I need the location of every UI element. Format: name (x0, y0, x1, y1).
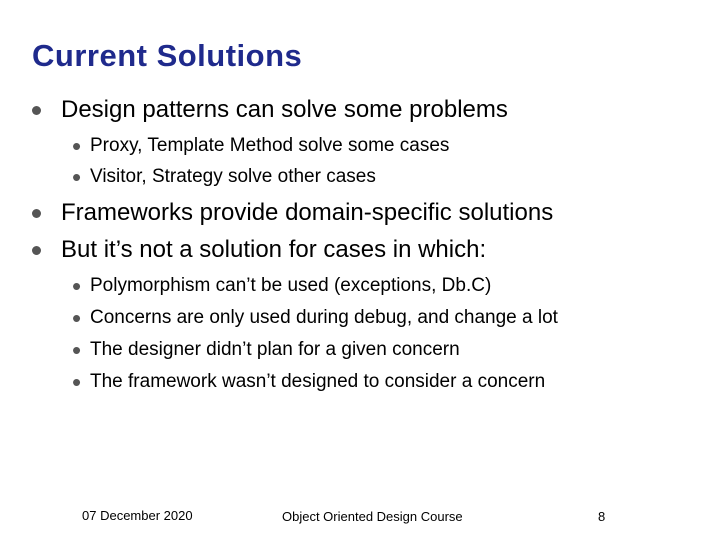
sub-bullet-dot-icon: • (72, 271, 82, 301)
bullet-text: But it’s not a solution for cases in which: (61, 236, 487, 263)
sub-bullet-text: Proxy, Template Method solve some cases (90, 135, 450, 156)
bullet-item (32, 90, 508, 130)
footer-page-number: 8 (598, 509, 606, 524)
bullet-dot-icon (32, 246, 41, 255)
sub-bullet-dot-icon: • (72, 303, 82, 333)
bullet-item (32, 193, 553, 233)
sub-bullet-text: The framework wasn’t designed to consider a concern (90, 371, 546, 392)
sub-bullet-text: The designer didn’t plan for a given concern (90, 339, 460, 360)
slide-title: Current Solutions (32, 38, 303, 73)
bullet-dot-icon (32, 209, 41, 218)
footer-date: 07 December 2020 (82, 508, 193, 523)
sub-bullet-dot-icon: • (72, 162, 82, 192)
footer-course: Object Oriented Design Course (282, 509, 463, 524)
sub-bullet-item (72, 271, 491, 301)
sub-bullet-dot-icon: • (72, 131, 82, 161)
sub-bullet-text: Polymorphism can’t be used (exceptions, Db.C) (90, 275, 492, 296)
bullet-text: Design patterns can solve some problems (61, 96, 508, 123)
sub-bullet-item (72, 131, 449, 161)
bullet-item (32, 230, 486, 270)
bullet-text: Frameworks provide domain-specific solutions (61, 199, 554, 226)
sub-bullet-item (72, 367, 545, 397)
sub-bullet-text: Visitor, Strategy solve other cases (90, 166, 376, 187)
sub-bullet-dot-icon: • (72, 367, 82, 397)
sub-bullet-text: Concerns are only used during debug, and change a lot (90, 307, 558, 328)
sub-bullet-item (72, 303, 558, 333)
sub-bullet-dot-icon: • (72, 335, 82, 365)
bullet-dot-icon (32, 106, 41, 115)
sub-bullet-item (72, 335, 460, 365)
sub-bullet-item (72, 162, 376, 192)
